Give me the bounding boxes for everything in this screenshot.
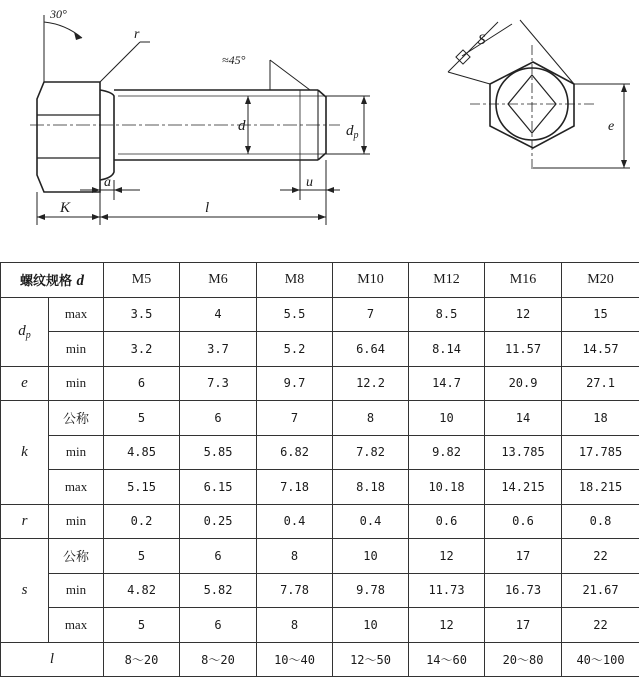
- dimension-u-label: u: [306, 175, 313, 190]
- across-flats-label: S: [478, 32, 486, 48]
- value-cell: 12: [485, 297, 562, 332]
- param-symbol-k: k: [1, 401, 49, 505]
- value-cell: 5.2: [257, 332, 333, 367]
- value-cell: 4.85: [104, 435, 180, 470]
- table-header-row: [1, 263, 639, 298]
- value-cell: 11.73: [409, 573, 485, 608]
- limit-label: max: [49, 470, 104, 505]
- value-cell: 15: [562, 297, 639, 332]
- length-label: l: [205, 200, 210, 216]
- table-row: [1, 435, 639, 470]
- value-cell: 12: [409, 539, 485, 574]
- value-cell: 27.1: [562, 366, 639, 401]
- table-row: [1, 401, 639, 436]
- value-cell: 0.8: [562, 504, 639, 539]
- value-cell: 4.82: [104, 573, 180, 608]
- limit-label: min: [49, 366, 104, 401]
- value-cell: 9.82: [409, 435, 485, 470]
- table-row: [1, 504, 639, 539]
- value-cell: 10.18: [409, 470, 485, 505]
- param-symbol-dp: $d_p$: [1, 297, 49, 366]
- value-cell: 3.2: [104, 332, 180, 367]
- value-cell: 6: [104, 366, 180, 401]
- value-cell: 14.57: [562, 332, 639, 367]
- value-cell: 5: [104, 539, 180, 574]
- value-cell: 13.785: [485, 435, 562, 470]
- dimension-a-label: a: [104, 175, 111, 190]
- value-cell: 6: [180, 401, 257, 436]
- value-cell: 5: [104, 608, 180, 643]
- thread-spec-header: 螺纹规格 d: [1, 263, 104, 298]
- limit-label: min: [49, 573, 104, 608]
- value-cell: 5.82: [180, 573, 257, 608]
- table-row: [1, 297, 639, 332]
- limit-label: min: [49, 435, 104, 470]
- value-cell: 0.6: [485, 504, 562, 539]
- value-cell: 0.4: [257, 504, 333, 539]
- value-cell: 14.7: [409, 366, 485, 401]
- param-symbol-r: r: [1, 504, 49, 539]
- value-cell: 4: [180, 297, 257, 332]
- length-range-cell: 14～60: [409, 642, 485, 677]
- limit-label: max: [49, 297, 104, 332]
- table-row: [1, 470, 639, 505]
- value-cell: 8.5: [409, 297, 485, 332]
- value-cell: 0.25: [180, 504, 257, 539]
- size-header: M6: [180, 263, 257, 298]
- value-cell: 5: [104, 401, 180, 436]
- value-cell: 7.3: [180, 366, 257, 401]
- value-cell: 21.67: [562, 573, 639, 608]
- value-cell: 0.6: [409, 504, 485, 539]
- value-cell: 3.7: [180, 332, 257, 367]
- param-symbol-s: s: [1, 539, 49, 643]
- value-cell: 6.15: [180, 470, 257, 505]
- value-cell: 3.5: [104, 297, 180, 332]
- value-cell: 8: [257, 539, 333, 574]
- bolt-shank-outline: [100, 90, 114, 180]
- fillet-radius-label: r: [134, 27, 140, 42]
- size-header: M12: [409, 263, 485, 298]
- table-row: [1, 608, 639, 643]
- value-cell: 14: [485, 401, 562, 436]
- bolt-spec-table: [0, 262, 639, 677]
- value-cell: 0.2: [104, 504, 180, 539]
- size-header: M16: [485, 263, 562, 298]
- angle-45-label: ≈45°: [222, 53, 246, 67]
- across-corners-label: e: [608, 119, 615, 134]
- size-header: M5: [104, 263, 180, 298]
- length-row: [1, 642, 639, 677]
- value-cell: 7.78: [257, 573, 333, 608]
- value-cell: 17.785: [562, 435, 639, 470]
- value-cell: 12.2: [333, 366, 409, 401]
- value-cell: 6: [180, 608, 257, 643]
- table-row: [1, 366, 639, 401]
- table-row: [1, 332, 639, 367]
- value-cell: 11.57: [485, 332, 562, 367]
- value-cell: 16.73: [485, 573, 562, 608]
- size-header: M8: [257, 263, 333, 298]
- value-cell: 8: [333, 401, 409, 436]
- value-cell: 20.9: [485, 366, 562, 401]
- bolt-head-outline: [37, 82, 100, 192]
- param-symbol-e: e: [1, 366, 49, 401]
- value-cell: 6.82: [257, 435, 333, 470]
- value-cell: 12: [409, 608, 485, 643]
- size-header: M20: [562, 263, 639, 298]
- limit-label: max: [49, 608, 104, 643]
- value-cell: 10: [333, 608, 409, 643]
- size-header: M10: [333, 263, 409, 298]
- table-row: [1, 539, 639, 574]
- value-cell: 10: [409, 401, 485, 436]
- value-cell: 14.215: [485, 470, 562, 505]
- value-cell: 5.85: [180, 435, 257, 470]
- angle-30-label: 30°: [50, 7, 67, 21]
- value-cell: 8.14: [409, 332, 485, 367]
- head-height-label: K: [60, 200, 71, 216]
- value-cell: 5.5: [257, 297, 333, 332]
- thread-diameter-label: d: [238, 118, 246, 134]
- value-cell: 9.7: [257, 366, 333, 401]
- value-cell: 17: [485, 539, 562, 574]
- value-cell: 8: [257, 608, 333, 643]
- value-cell: 7.82: [333, 435, 409, 470]
- length-range-cell: 12～50: [333, 642, 409, 677]
- value-cell: 22: [562, 539, 639, 574]
- length-range-cell: 20～80: [485, 642, 562, 677]
- value-cell: 17: [485, 608, 562, 643]
- value-cell: 6: [180, 539, 257, 574]
- value-cell: 18.215: [562, 470, 639, 505]
- length-range-cell: 10～40: [257, 642, 333, 677]
- limit-label: 公称: [49, 539, 104, 574]
- limit-label: min: [49, 332, 104, 367]
- value-cell: 9.78: [333, 573, 409, 608]
- value-cell: 18: [562, 401, 639, 436]
- table-row: [1, 573, 639, 608]
- limit-label: 公称: [49, 401, 104, 436]
- value-cell: 8.18: [333, 470, 409, 505]
- value-cell: 7: [257, 401, 333, 436]
- value-cell: 6.64: [333, 332, 409, 367]
- length-range-cell: 8～20: [104, 642, 180, 677]
- value-cell: 5.15: [104, 470, 180, 505]
- value-cell: 22: [562, 608, 639, 643]
- value-cell: 10: [333, 539, 409, 574]
- point-diameter-label: $d_p$: [346, 123, 359, 141]
- length-range-cell: 40～100: [562, 642, 639, 677]
- value-cell: 0.4: [333, 504, 409, 539]
- limit-label: min: [49, 504, 104, 539]
- bolt-drawing-svg: [0, 0, 639, 262]
- technical-drawing: [0, 0, 639, 262]
- param-symbol-l: l: [1, 642, 104, 677]
- value-cell: 7: [333, 297, 409, 332]
- length-range-cell: 8～20: [180, 642, 257, 677]
- value-cell: 7.18: [257, 470, 333, 505]
